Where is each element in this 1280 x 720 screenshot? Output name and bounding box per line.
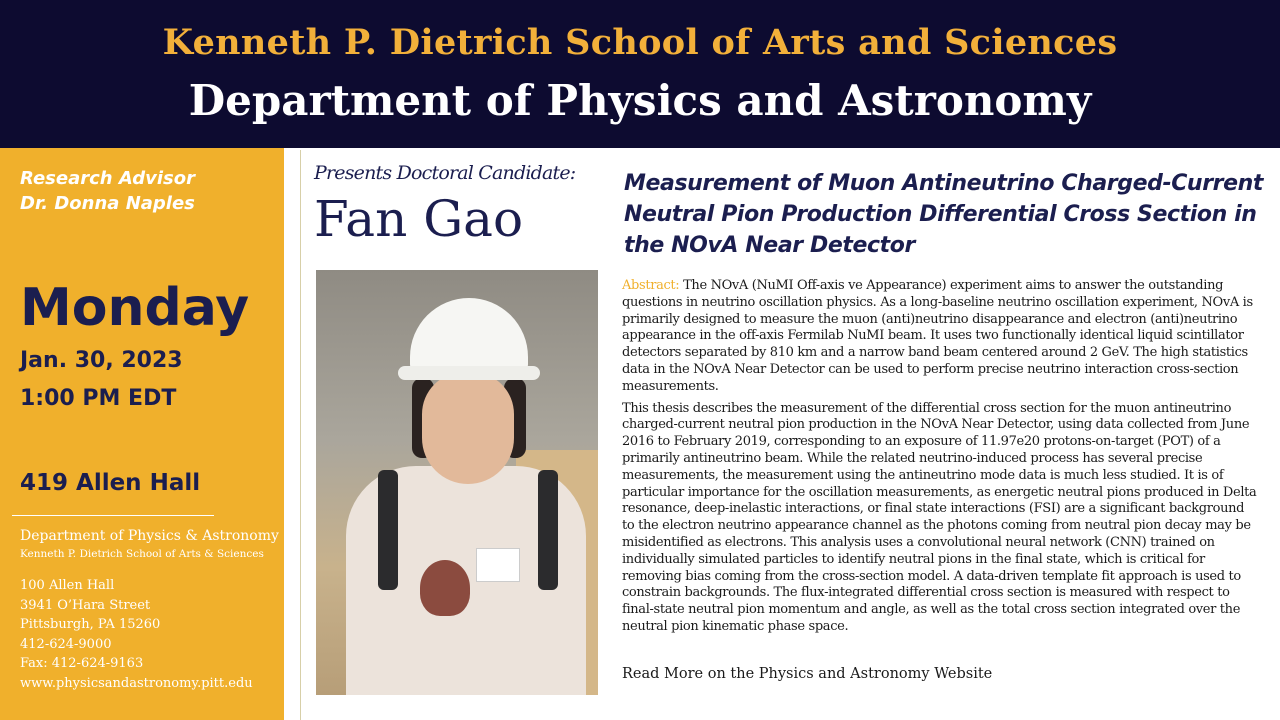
hard-hat-brim [398,366,540,380]
candidate-name: Fan Gao [314,190,524,248]
hard-hat-icon [410,298,528,376]
abstract-label: Abstract: [622,278,680,293]
header-banner [0,0,1280,148]
advisor-name: Dr. Donna Naples [20,193,195,214]
contact-address [20,576,253,693]
fax-number: Fax: 412-624-9163 [20,656,144,671]
abstract-paragraph-2: This thesis describes the measurement of the differential cross section for the muon antineutrino charged-current neutral pion production in the NOvA Near Detector, using data collected from June 2016 to February 2019, corresponding to an exposure of 11.97e20 protons-on-target (POT) of a primarily antineutrino beam. While the related neutrino-induced process has several precise measurements, the measurement using the antineutrino mode data is much less studied. It is of particular importance for the oscillation measurements, as energetic neutral pions produced in Delta resonance, deep-inelastic interactions, or final state interactions (FSI) are a significant background to the electron neutrino appearance channel as the photons coming from neutral pion decay may be misidentified as electrons. This analysis uses a convolutional neural network (CNN) trained on individually simulated particles to identify neutral pions in the final state, which is critical for removing bias coming from the cross-section model. A data-driven template fit approach is used to constrain backgrounds. The flux-integrated differential cross section is measured with respect to final-state neutral pion momentum and angle, as well as the total cross section integrated over the neutral pion kinematic phase space. [622,400,1257,634]
name-badge [476,548,520,582]
info-sidebar [0,148,284,720]
event-time: 1:00 PM EDT [20,386,177,411]
photo-strap-left [378,470,398,590]
department-name: Department of Physics and Astronomy [188,76,1092,125]
address-line: 100 Allen Hall [20,578,115,593]
read-more-link[interactable]: Read More on the Physics and Astronomy Website [622,666,993,682]
presents-label: Presents Doctoral Candidate: [314,162,576,184]
talk-title: Measurement of Muon Antineutrino Charged-Current Neutral Pion Production Differential Cross Section in the NOvA Near Detector [624,171,1263,258]
abstract-text-1: The NOvA (NuMI Off-axis ve Appearance) experiment aims to answer the outstanding questions in neutrino oscillation physics. As a long-baseline neutrino oscillation experiment, NOvA is primarily designed to measure the muon (anti)neutrino disappearance and electron (anti)neutrino appearance in the off-axis Fermilab NuMI beam. It uses two functionally identical liquid scintillator detectors separated by 810 km and a narrow band beam centered around 2 GeV. The high statistics data in the NOvA Near Detector can be used to perform precise neutrino interaction cross-section measurements. [622,278,1253,394]
event-date: Jan. 30, 2023 [20,348,183,373]
contact-department: Department of Physics & Astronomy [20,528,279,544]
website-link[interactable]: www.physicsandastronomy.pitt.edu [20,675,253,691]
address-line: 3941 O’Hara Street [20,597,151,613]
event-location: 419 Allen Hall [20,470,201,496]
hoodie-emblem [420,560,470,616]
abstract-block [622,278,1258,641]
sidebar-divider [12,515,214,516]
advisor-block [20,166,195,216]
abstract-paragraph-1 [622,278,1258,396]
advisor-role: Research Advisor [20,168,195,189]
phone-number: 412-624-9000 [20,636,112,652]
photo-face [422,372,514,484]
event-day: Monday [20,278,250,338]
contact-school: Kenneth P. Dietrich School of Arts & Sciences [20,548,264,560]
school-name: Kenneth P. Dietrich School of Arts and Sciences [162,22,1118,63]
column-divider [300,150,301,720]
photo-strap-right [538,470,558,590]
address-line: Pittsburgh, PA 15260 [20,617,161,632]
candidate-photo [316,270,598,695]
